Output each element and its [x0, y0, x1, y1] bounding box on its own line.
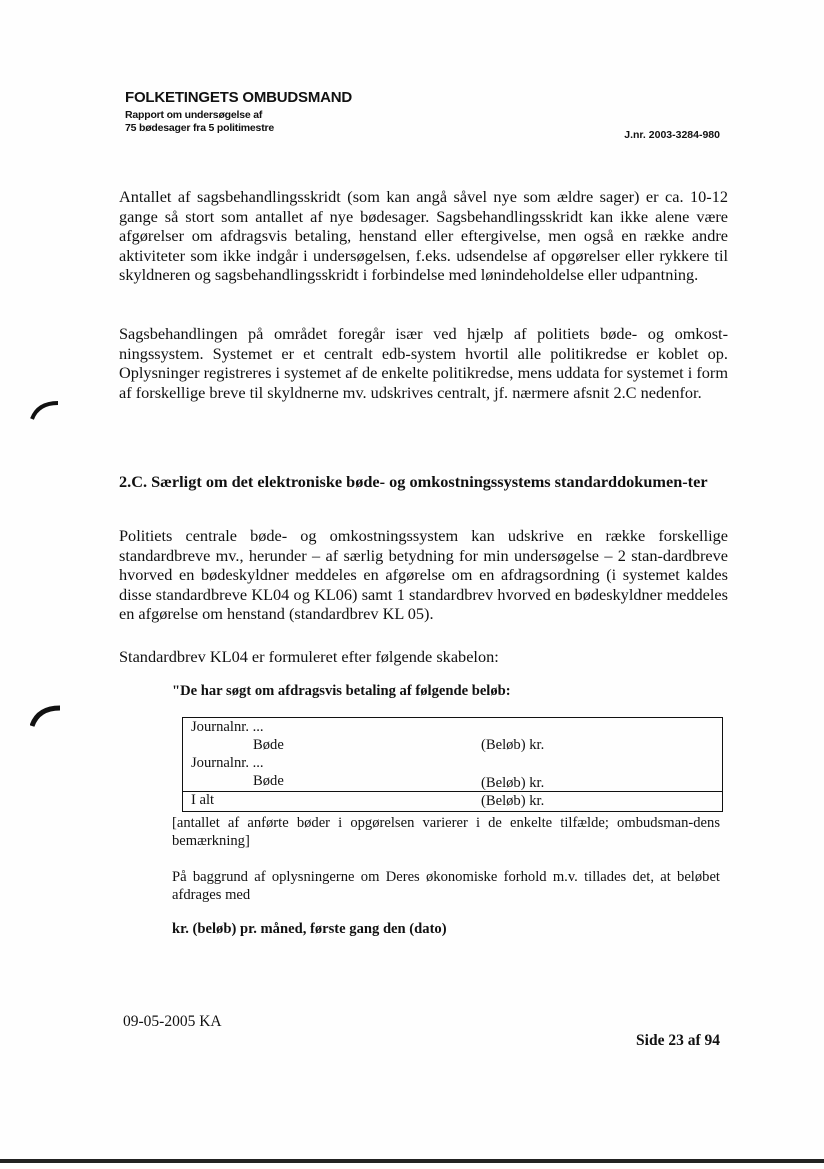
- punch-mark-icon: [30, 398, 62, 428]
- table-row-amount: (Beløb) kr.: [481, 775, 545, 791]
- fine-amounts-table: [182, 717, 723, 812]
- quote-decision: På baggrund af oplysningerne om Deres økonomiske forhold m.v. tillades det, at beløbet afdrages med: [172, 869, 720, 903]
- quote-opening: "De har søgt om afdragsvis betaling af følgende beløb:: [172, 683, 511, 699]
- table-row-label: Bøde: [253, 737, 284, 753]
- table-row-label: Bøde: [253, 773, 284, 789]
- journal-number: J.nr. 2003-3284-980: [624, 129, 720, 141]
- document-header-subtitle-2: 75 bødesager fra 5 politimestre: [125, 122, 275, 134]
- document-header-title: FOLKETINGETS OMBUDSMAND: [125, 89, 353, 106]
- section-heading-2c: 2.C. Særligt om det elektroniske bøde- og omkostningssystems standarddokumen-ter: [119, 472, 708, 491]
- table-row-label: Journalnr. ...: [191, 719, 264, 735]
- paragraph-case-handling-system: Sagsbehandlingen på området foregår især ved hjælp af politiets bøde- og omkost-ningssystem. Systemet er et centralt edb-system hvortil alle politikredse er koblet op. Oplysninger registreres i systemet af de enkelte politikredse, mens uddata for systemet i form af forskellige breve til skyldnerne mv. udskrives centralt, jf. nærmere afsnit 2.C nedenfor.: [119, 324, 728, 402]
- scan-bottom-edge: [0, 1159, 824, 1163]
- paragraph-standard-letters: Politiets centrale bøde- og omkostningssystem kan udskrive en række forskellige standardbreve mv., herunder – af særlig betydning for min undersøgelse – 2 stan-dardbreve hvorved en bødeskyldner meddeles en afgørelse om en afdragsordning (i systemet kaldes disse standardbreve KL04 og KL06) samt 1 standardbrev hvorved en bødeskyldner meddeles en afgørelse om henstand (standardbrev KL 05).: [119, 526, 728, 624]
- table-total-label: I alt: [191, 792, 215, 808]
- table-row-amount: (Beløb) kr.: [481, 737, 545, 753]
- ombudsman-note: [antallet af anførte bøder i opgørelsen varierer i de enkelte tilfælde; ombudsman-dens bemærkning]: [172, 815, 720, 849]
- punch-mark-icon: [30, 704, 64, 735]
- footer-page-number: Side 23 af 94: [636, 1032, 720, 1049]
- paragraph-processing-steps: Antallet af sagsbehandlingsskridt (som kan angå såvel nye som ældre sager) er ca. 10-12 gange så stort som antallet af nye bødesager. Sagsbehandlingsskridt kan ikke alene være afgørelser om afdragsvis betaling, henstand eller eftergivelse, men også en række andre aktiviteter som ikke indgår i undersøgelsen, f.eks. udsendelse af opgørelser eller rykkere til skyldneren og sagsbehandlingsskridt i forbindelse med lønindeholdelse eller udpantning.: [119, 187, 728, 285]
- document-header-subtitle-1: Rapport om undersøgelse af: [125, 109, 263, 121]
- template-intro: Standardbrev KL04 er formuleret efter følgende skabelon:: [119, 647, 499, 666]
- table-total-amount: (Beløb) kr.: [481, 793, 545, 809]
- quote-terms: kr. (beløb) pr. måned, første gang den (dato): [172, 921, 447, 937]
- table-total-divider: [183, 791, 722, 792]
- table-row-label: Journalnr. ...: [191, 755, 264, 771]
- footer-date-initials: 09-05-2005 KA: [123, 1013, 222, 1030]
